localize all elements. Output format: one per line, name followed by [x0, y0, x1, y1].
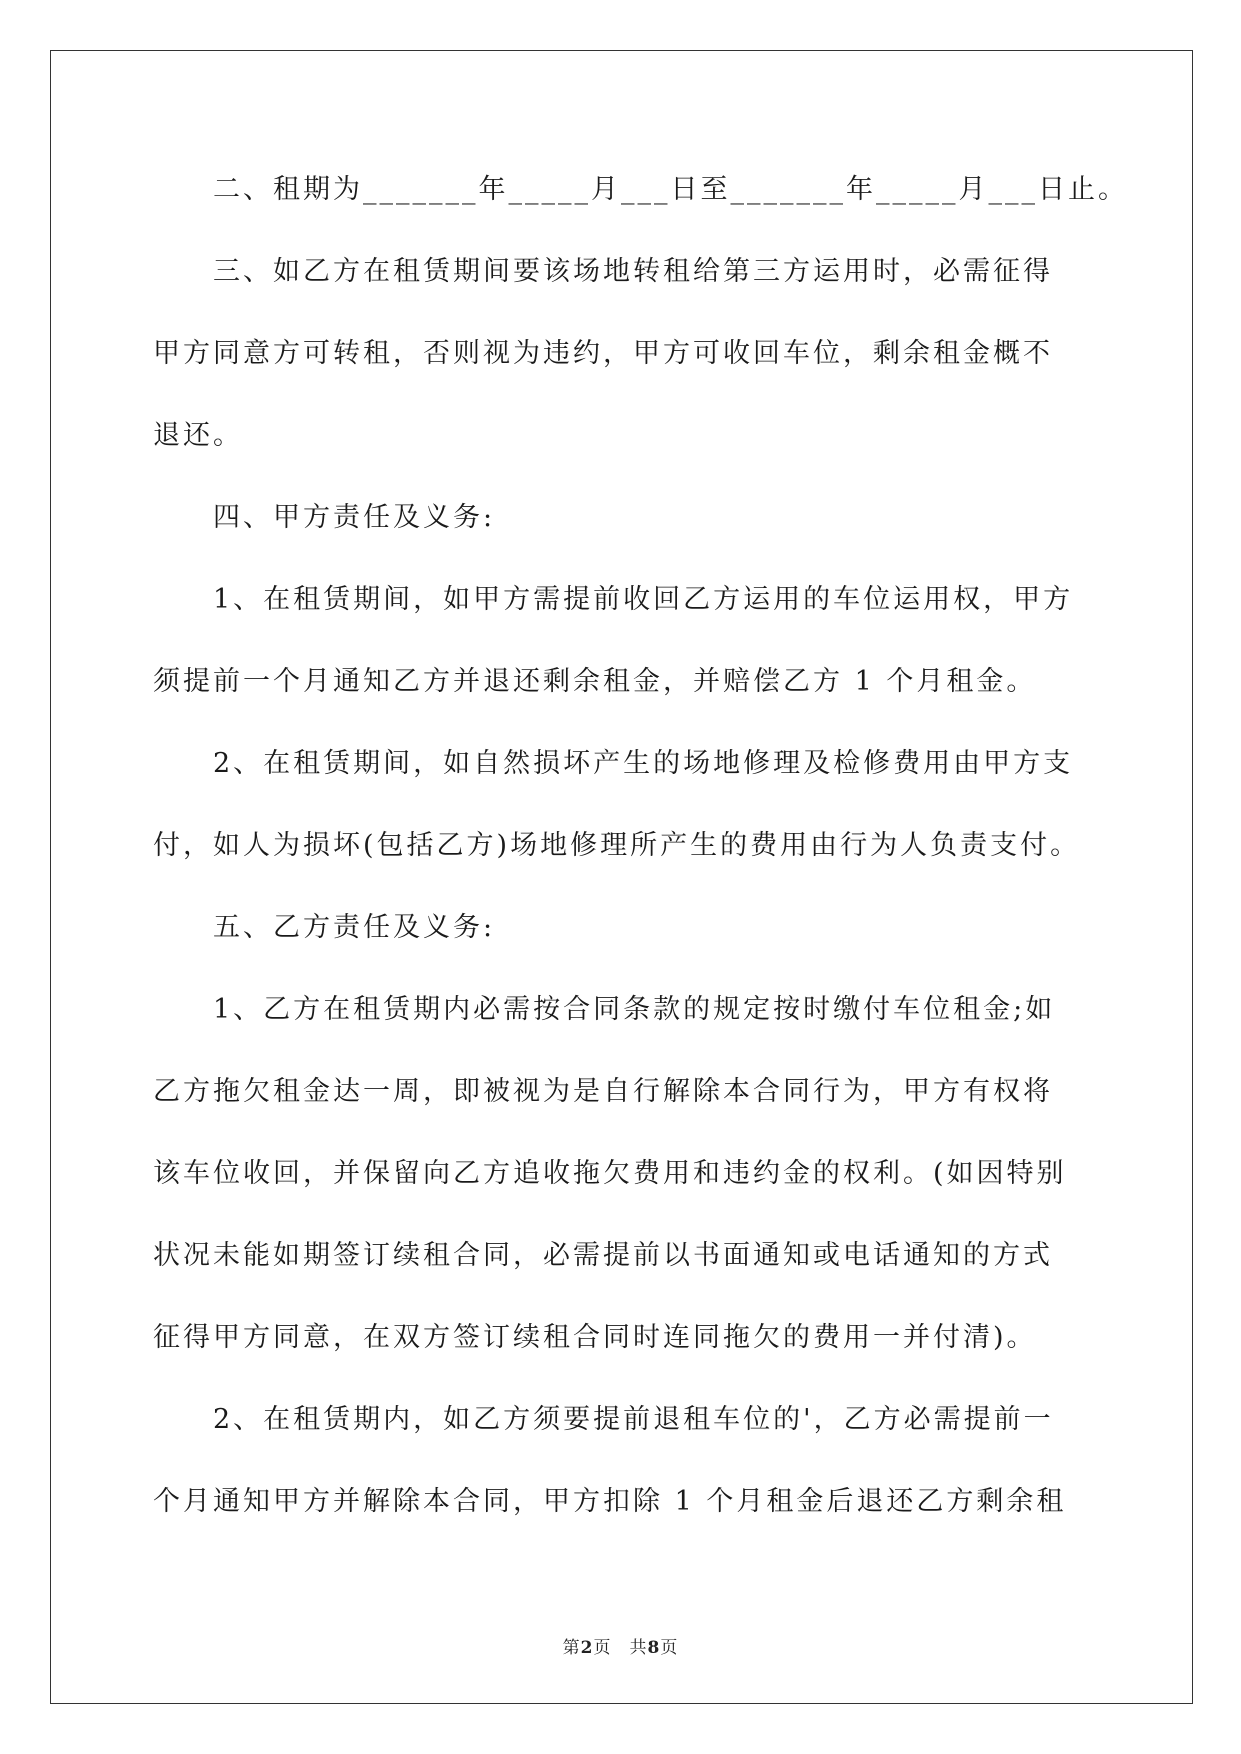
text-line: 三、如乙方在租赁期间要该场地转租给第三方运用时，必需征得	[153, 256, 1053, 287]
text-line: 乙方拖欠租金达一周，即被视为是自行解除本合同行为，甲方有权将	[153, 1076, 1053, 1107]
total-pages-number: 8	[647, 1638, 661, 1658]
text-line: 甲方同意方可转租，否则视为违约，甲方可收回车位，剩余租金概不	[153, 338, 1053, 369]
page-mid: 页 共	[593, 1638, 648, 1658]
text-line: 征得甲方同意，在双方签订续租合同时连同拖欠的费用一并付清)。	[153, 1322, 1037, 1353]
text-line: 二、租期为_______年_____月___日至_______年_____月___日止。	[153, 174, 1128, 205]
text-line: 2、在租赁期内，如乙方须要提前退租车位的'，乙方必需提前一	[153, 1404, 1054, 1435]
text-line: 须提前一个月通知乙方并退还剩余租金，并赔偿乙方 1 个月租金。	[153, 666, 1037, 697]
document-body	[153, 162, 1128, 1556]
text-line: 退还。	[153, 420, 243, 451]
page-prefix: 第	[562, 1638, 581, 1658]
text-line: 付，如人为损坏(包括乙方)场地修理所产生的费用由行为人负责支付。	[153, 830, 1081, 861]
text-line: 个月通知甲方并解除本合同，甲方扣除 1 个月租金后退还乙方剩余租	[153, 1486, 1067, 1517]
text-line: 状况未能如期签订续租合同，必需提前以书面通知或电话通知的方式	[153, 1240, 1053, 1271]
text-line: 四、甲方责任及义务:	[153, 502, 496, 533]
text-line: 五、乙方责任及义务:	[153, 912, 496, 943]
text-line: 1、乙方在租赁期内必需按合同条款的规定按时缴付车位租金;如	[153, 994, 1056, 1025]
text-line: 该车位收回，并保留向乙方追收拖欠费用和违约金的权利。(如因特别	[153, 1158, 1067, 1189]
text-line: 1、在租赁期间，如甲方需提前收回乙方运用的车位运用权，甲方	[153, 584, 1074, 615]
page-footer	[0, 1633, 1241, 1658]
text-line: 2、在租赁期间，如自然损坏产生的场地修理及检修费用由甲方支	[153, 748, 1074, 779]
page-suffix: 页	[660, 1638, 679, 1658]
current-page-number: 2	[580, 1638, 594, 1658]
